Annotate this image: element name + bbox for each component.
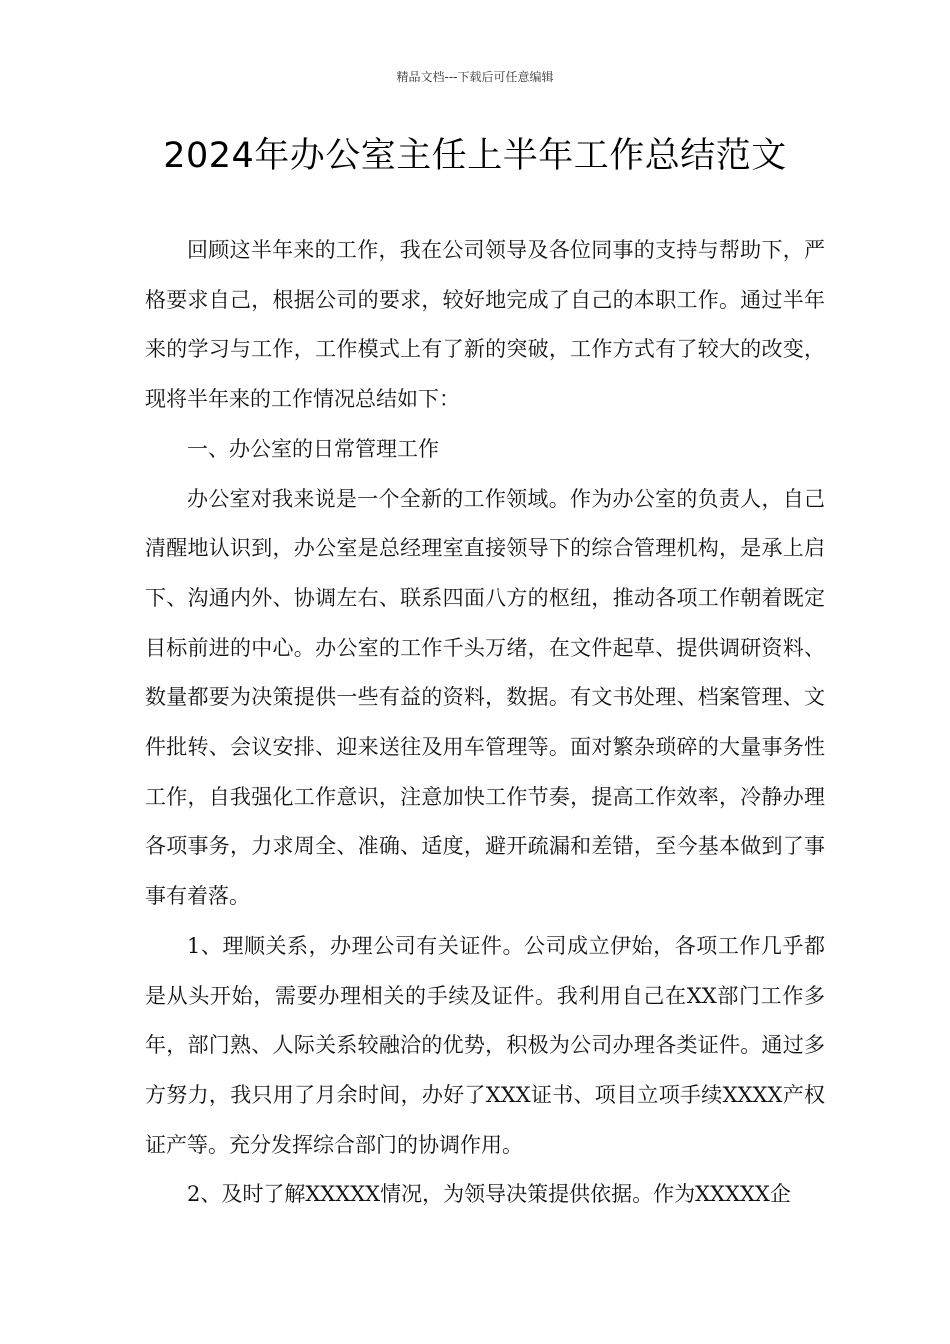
- header-note: 精品文档---下载后可任意编辑: [396, 70, 554, 84]
- section-heading-1: 一、办公室的日常管理工作: [187, 436, 439, 461]
- paragraph-office-role: 办公室对我来说是一个全新的工作领域。作为办公室的负责人，自己清醒地认识到，办公室是总经理室直接领导下的综合管理机构，是承上启下、沟通内外、协调左右、联系四面八方的枢纽，推动各项工作朝着既定目标前进的中心。办公室的工作千头万绪，在文件起草、提供调研资料、数量都要为决策提供一些有益的资料，数据。有文书处理、档案管理、文件批转、会议安排、迎来送往及用车管理等。面对繁杂琐碎的大量事务性工作，自我强化工作意识，注意加快工作节奏，提高工作效率，冷静办理各项事务，力求周全、准确、适度，避开疏漏和差错，至今基本做到了事事有着落。: [145, 486, 825, 909]
- document-title: 2024年办公室主任上半年工作总结范文: [163, 136, 787, 176]
- paragraph-item-1: 1、理顺关系，办理公司有关证件。公司成立伊始，各项工作几乎都是从头开始，需要办理相关的手续及证件。我利用自己在XX部门工作多年，部门熟、人际关系较融洽的优势，积极为公司办理各类证件。通过多方努力，我只用了月余时间，办好了XXX证书、项目立项手续XXXX产权证产等。充分发挥综合部门的协调作用。: [145, 933, 825, 1157]
- document-body: [145, 226, 825, 1220]
- paragraph-intro: 回顾这半年来的工作，我在公司领导及各位同事的支持与帮助下，严格要求自己，根据公司的要求，较好地完成了自己的本职工作。通过半年来的学习与工作，工作模式上有了新的突破，工作方式有了较大的改变，现将半年来的工作情况总结如下：: [145, 238, 825, 412]
- paragraph-item-2: 2、及时了解XXXXX情况，为领导决策提供依据。作为XXXXX企: [187, 1182, 791, 1207]
